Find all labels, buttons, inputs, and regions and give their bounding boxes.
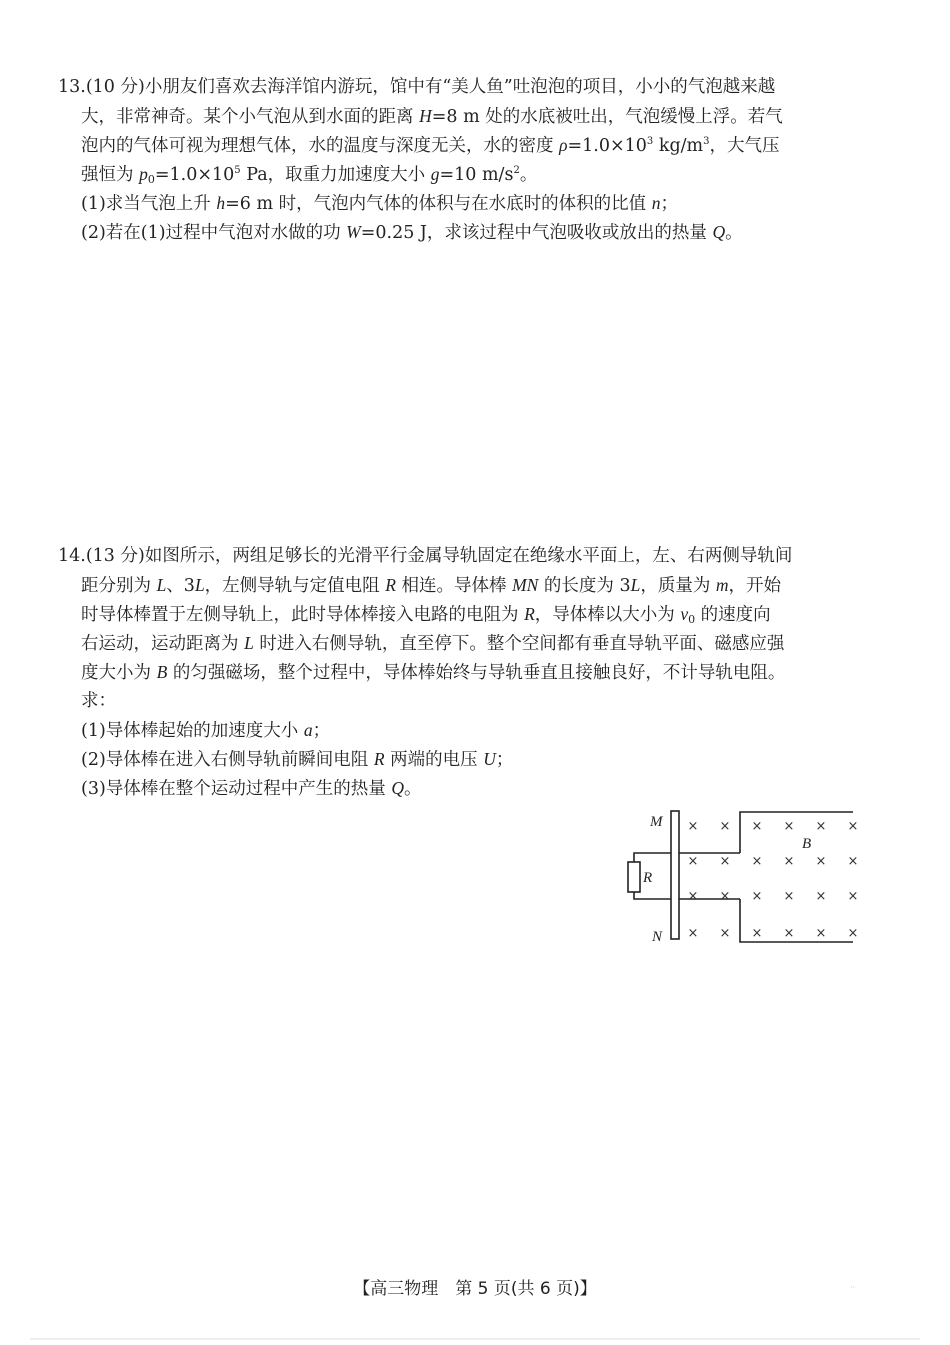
var-L: L [194, 575, 205, 595]
cross-icon: × [847, 926, 859, 941]
var-p0: p [139, 164, 148, 184]
page-footer: 【高三物理 第 5 页(共 6 页)】 [353, 1279, 597, 1299]
q13-text: 强恒为 [81, 165, 134, 185]
cross-icon: × [847, 854, 859, 869]
question-score: (10 分) [85, 77, 145, 97]
p0-subscript: 0 [147, 173, 155, 186]
scan-mark: ·· [850, 1283, 856, 1292]
q14-text: ，导体棒以大小为 [534, 605, 681, 625]
var-U: U [483, 749, 496, 769]
q14-text: 两端的电压 [384, 750, 484, 770]
cross-icon: × [847, 889, 859, 904]
q14-text: 的速度向 [695, 605, 771, 625]
q14-text: 的长度为 3 [538, 576, 631, 596]
q14-text: (3)导体棒在整个运动过程中产生的热量 [81, 779, 392, 799]
punctuation: ； [495, 750, 514, 770]
p0-exponent: 5 [234, 165, 241, 176]
var-a: a [303, 720, 313, 740]
q14-text: ，质量为 [640, 576, 716, 596]
question-13 [58, 73, 858, 247]
punctuation: 。 [725, 223, 743, 243]
q14-subquestion-2 [58, 745, 858, 774]
cross-icon: × [719, 854, 731, 869]
var-h: h [216, 193, 226, 213]
cross-icon: × [815, 926, 827, 941]
cross-icon: × [783, 819, 795, 834]
var-n: n [651, 193, 661, 213]
page-bottom-edge [30, 1338, 920, 1340]
q14-text: ，开始 [728, 576, 782, 596]
question-number: 13. [58, 77, 86, 97]
q14-text: (2)导体棒在进入右侧导轨前瞬间电阻 [81, 750, 374, 770]
var-W: W [346, 222, 361, 242]
q13-line-2 [58, 102, 858, 131]
q13-text: ，大气压 [709, 136, 780, 156]
q14-text: 时导体棒置于左侧导轨上，此时导体棒接入电路的电阻为 [81, 605, 525, 625]
var-Q: Q [391, 778, 404, 798]
var-L: L [630, 575, 641, 595]
cross-icon: × [815, 854, 827, 869]
q14-text: 如图所示，两组足够长的光滑平行金属导轨固定在绝缘水平面上，左、右两侧导轨间 [144, 546, 793, 566]
var-rho: ρ [559, 135, 568, 155]
var-v0: v [680, 604, 689, 624]
var-L: L [244, 633, 254, 653]
cross-icon: × [751, 926, 763, 941]
rho-exponent: 3 [646, 136, 654, 147]
q14-text: 相连。导体棒 [395, 576, 513, 596]
q13-line-4 [58, 160, 858, 189]
cross-icon: × [719, 926, 731, 941]
H-value: =8 m [431, 107, 480, 127]
g-value: =10 m/s [439, 165, 514, 185]
punctuation: 。 [519, 165, 538, 185]
cross-icon: × [783, 889, 795, 904]
q13-text: (2)若在(1)过程中气泡对水做的功 [81, 223, 347, 243]
q13-text: =6 m 时，气泡内气体的体积与在水底时的体积的比值 [225, 194, 652, 214]
var-MN: MN [512, 575, 539, 595]
q14-line-5 [58, 658, 858, 687]
q14-text: 时进入右侧导轨，直至停下。整个空间都有垂直导轨平面、磁感应强 [253, 634, 785, 654]
v0-subscript: 0 [688, 613, 696, 626]
resistor-icon [628, 862, 640, 892]
cross-icon: × [687, 819, 699, 834]
rho-unit-exponent: 3 [703, 136, 710, 147]
p0-value: =1.0×10 [154, 165, 235, 185]
cross-icon: × [719, 819, 731, 834]
var-R: R [373, 749, 385, 769]
q14-line-4 [58, 629, 858, 658]
cross-icon: × [719, 889, 731, 904]
q14-subquestion-1 [58, 716, 858, 745]
g-exponent: 2 [513, 165, 520, 176]
conductor-rod [671, 811, 679, 939]
q13-line-3 [58, 131, 858, 160]
var-L: L [156, 575, 167, 595]
q14-line-3 [58, 600, 858, 629]
q13-text: (1)求当气泡上升 [81, 194, 217, 214]
q14-text: 距分别为 [81, 576, 157, 596]
magnetic-field-crosses [688, 819, 859, 941]
label-R: R [643, 870, 653, 886]
var-g: g [430, 164, 440, 184]
p0-unit: Pa [240, 165, 268, 185]
q14-line-2 [58, 571, 858, 600]
q13-text: 处的水底被吐出，气泡缓慢上浮。若气 [485, 107, 783, 127]
q14-line-1 [58, 542, 858, 571]
q14-text: 的匀强磁场，整个过程中，导体棒始终与导轨垂直且接触良好，不计导轨电阻。 [167, 663, 786, 683]
q14-text: 、3 [166, 576, 195, 596]
var-R: R [524, 604, 535, 624]
cross-icon: × [751, 854, 763, 869]
label-M: M [650, 814, 663, 830]
label-N: N [652, 929, 663, 945]
var-R: R [385, 575, 396, 595]
cross-icon: × [751, 819, 763, 834]
q14-text: ，左侧导轨与定值电阻 [204, 576, 386, 596]
cross-icon: × [847, 819, 859, 834]
q13-subquestion-1 [58, 189, 858, 218]
cross-icon: × [783, 854, 795, 869]
q13-text: ，取重力加速度大小 [267, 165, 426, 185]
cross-icon: × [687, 854, 699, 869]
rho-value: =1.0×10 [567, 136, 647, 156]
question-14 [58, 542, 858, 803]
question-score: (13 分) [85, 546, 145, 566]
cross-icon: × [815, 889, 827, 904]
q14-line-6: 求： [81, 691, 116, 711]
cross-icon: × [783, 926, 795, 941]
circuit-diagram [610, 800, 870, 955]
cross-icon: × [687, 926, 699, 941]
q13-text: 大，非常神奇。某个小气泡从到水面的距离 [81, 107, 414, 127]
label-B: B [802, 836, 812, 852]
cross-icon: × [751, 889, 763, 904]
q14-text: (1)导体棒起始的加速度大小 [81, 721, 304, 741]
rho-unit: kg/m [653, 136, 704, 156]
q13-line-1 [58, 73, 858, 102]
question-number: 14. [58, 546, 86, 566]
var-Q: Q [712, 222, 726, 242]
q14-text: 右运动，运动距离为 [81, 634, 245, 654]
punctuation: ； [312, 721, 331, 741]
q13-subquestion-2 [58, 218, 858, 247]
cross-icon: × [687, 889, 699, 904]
var-B: B [156, 662, 168, 682]
var-H: H [419, 106, 432, 126]
q13-text: =0.25 J，求该过程中气泡吸收或放出的热量 [360, 223, 713, 243]
punctuation: 。 [404, 779, 422, 799]
var-m: m [715, 575, 729, 595]
punctuation: ； [660, 194, 678, 214]
q13-text: 小朋友们喜欢去海洋馆内游玩，馆中有“美人鱼”吐泡泡的项目，小小的气泡越来越 [144, 77, 776, 97]
q14-text: 度大小为 [81, 663, 157, 683]
cross-icon: × [815, 819, 827, 834]
q13-text: 泡内的气体可视为理想气体，水的温度与深度无关，水的密度 [81, 136, 554, 156]
q14-subquestion-3 [58, 774, 858, 803]
